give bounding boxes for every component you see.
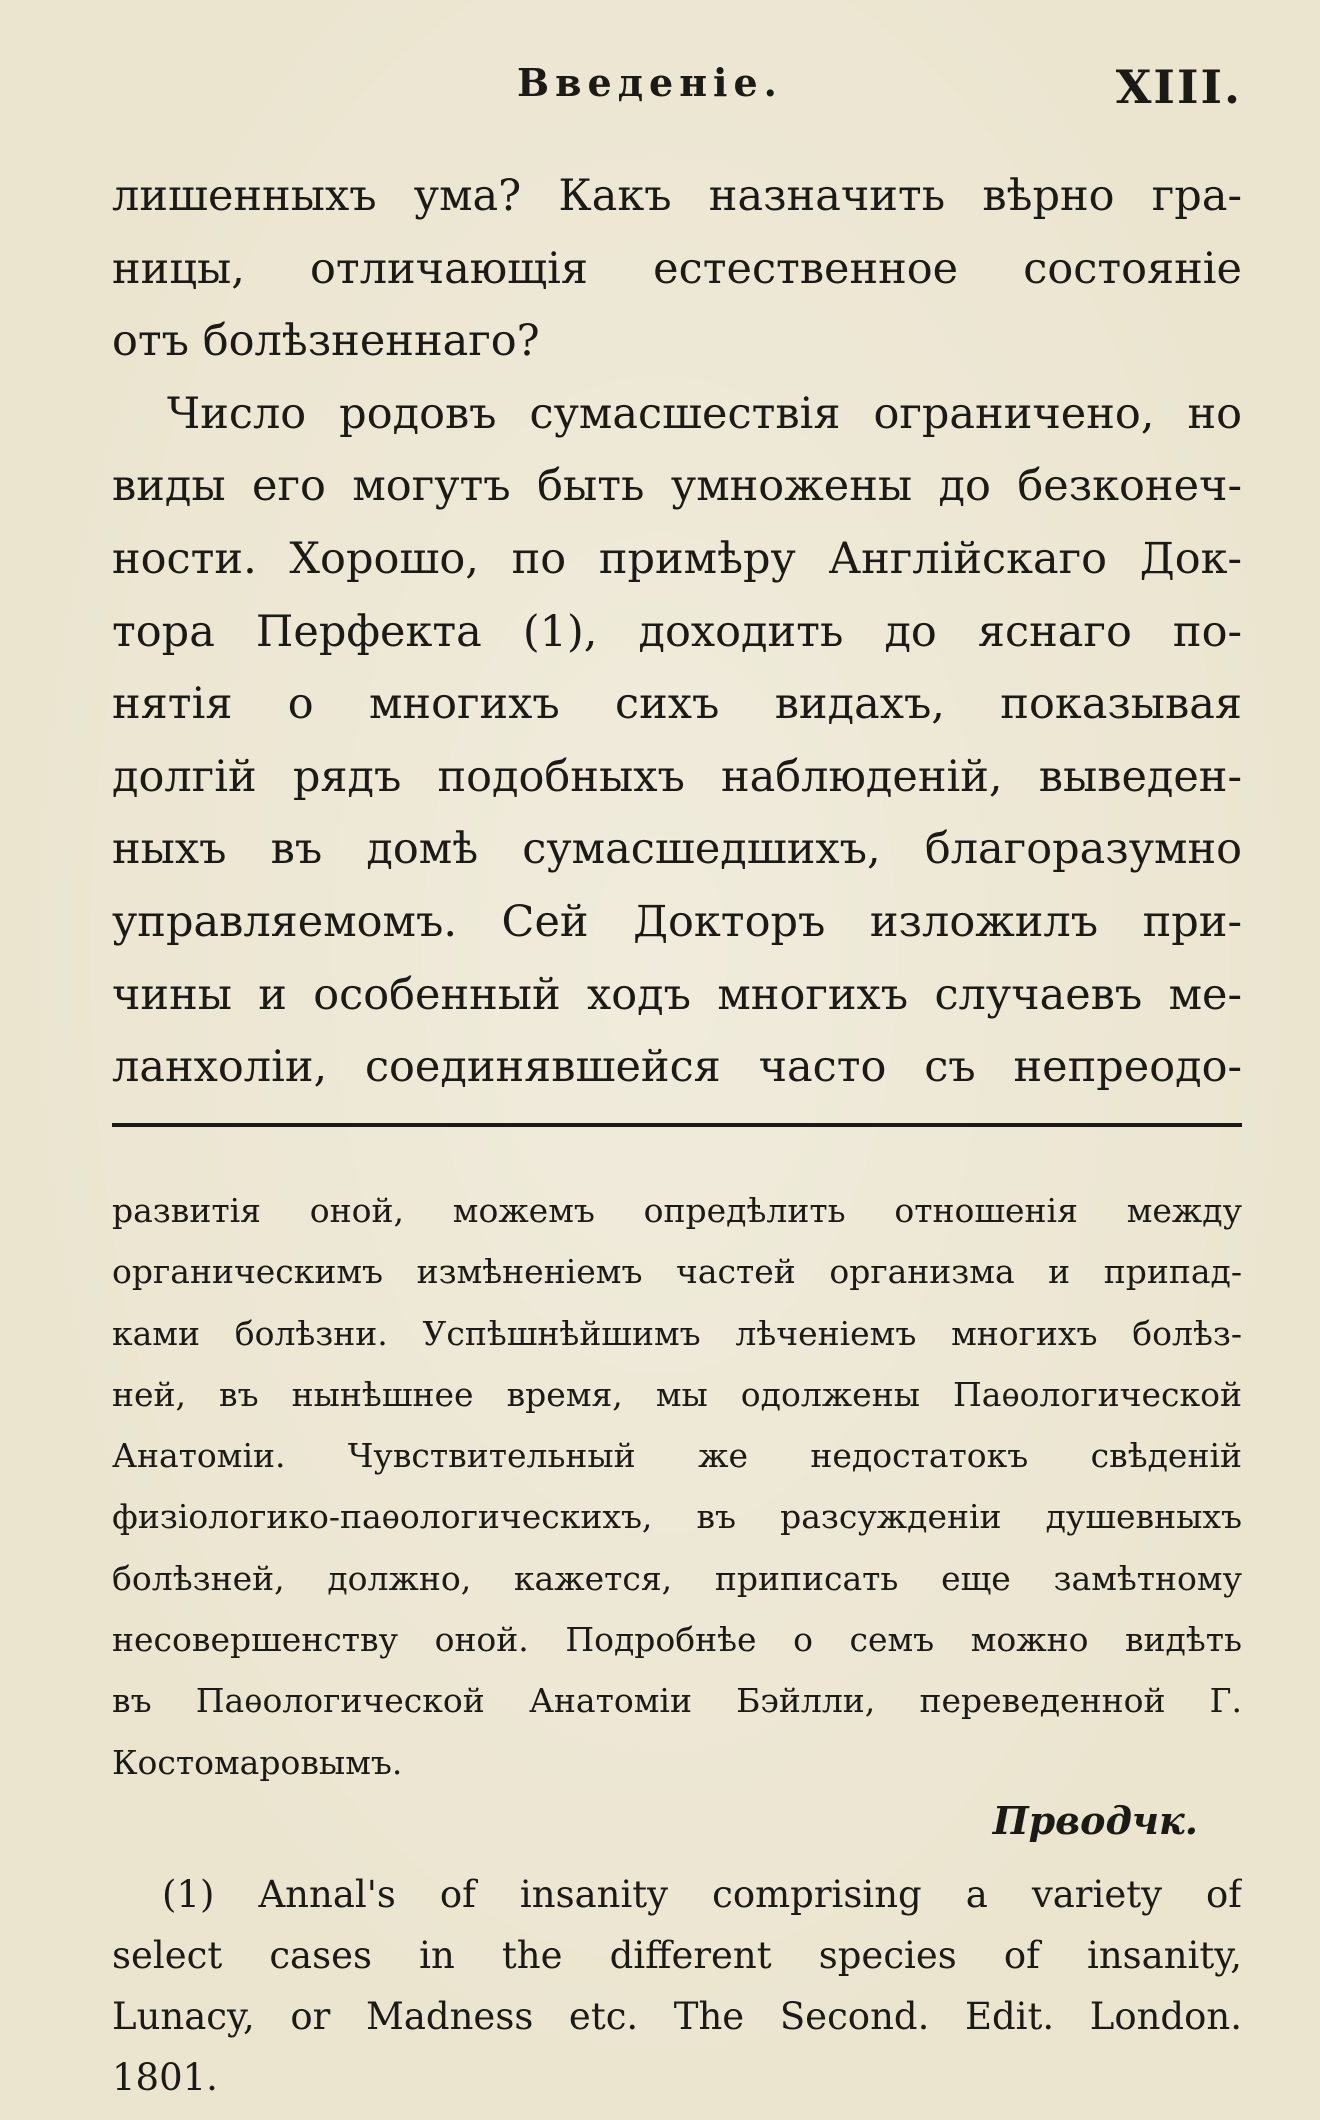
text-line: виды его могутъ быть умножены до безконеч- <box>112 461 1242 512</box>
footnote-divider <box>112 1123 1242 1127</box>
translator-signature: Прводчк. <box>992 1798 1198 1843</box>
running-title: Введенiе. <box>517 60 783 105</box>
footnote-line: несовершенству оной. Подробнѣе о семъ можно видѣть <box>112 1620 1242 1660</box>
reference-note <box>112 1864 1242 2108</box>
footnote-line: въ Паѳологической Анатомiи Бэйлли, переведенной Г. <box>112 1681 1242 1721</box>
reference-line: (1) Annal's of insanity comprising a variety of <box>162 1873 1242 1916</box>
reference-line: Lunacy, or Madness etc. The Second. Edit. London. <box>112 1995 1242 2038</box>
text-line: ницы, отличающiя естественное состоянiе <box>112 243 1242 294</box>
text-line: нятiя о многихъ сихъ видахъ, показывая <box>112 679 1242 730</box>
reference-line: select cases in the different species of insanity, <box>112 1934 1242 1977</box>
text-line: отъ болѣзненнаго? <box>112 316 540 367</box>
main-text <box>112 160 1242 1104</box>
text-line: лишенныхъ ума? Какъ назначить вѣрно гра- <box>112 171 1242 221</box>
text-line: ности. Хорошо, по примѣру Англiйскаго Док- <box>112 533 1242 584</box>
footnote-line: Анатомiи. Чувствительный же недостатокъ свѣденiй <box>112 1436 1242 1476</box>
text-line: тора Перфекта (1), доходить до яснаго по- <box>112 606 1242 657</box>
reference-line: 1801. <box>112 2056 218 2099</box>
footnote-line: развитiя оной, можемъ опредѣлить отношенiя между <box>112 1191 1242 1230</box>
footnote-line: физiологико-паѳологическихъ, въ разсужденiи душевныхъ <box>112 1497 1242 1537</box>
footnote-line: органическимъ измѣненiемъ частей организма и припад- <box>112 1252 1242 1292</box>
text-line: ныхъ въ домѣ сумасшедшихъ, благоразумно <box>112 824 1242 875</box>
page-header <box>112 60 1242 120</box>
page-number: XIII. <box>1115 60 1242 114</box>
text-line: долгiй рядъ подобныхъ наблюденiй, выведен- <box>112 751 1242 802</box>
text-line: Число родовъ сумасшествiя ограничено, но <box>167 388 1242 439</box>
footnote-line: ками болѣзни. Успѣшнѣйшимъ лѣченiемъ многихъ болѣз- <box>112 1313 1242 1353</box>
text-line: управляемомъ. Сей Докторъ изложилъ при- <box>112 896 1242 947</box>
footnote-text <box>112 1180 1242 1793</box>
footnote-line: болѣзней, должно, кажется, приписать еще замѣтному <box>112 1558 1242 1598</box>
text-line: ланхолiи, соединявшейся часто съ непреодо- <box>112 1042 1242 1093</box>
footnote-line: Костомаровымъ. <box>112 1742 403 1782</box>
footnote-line: ней, въ нынѣшнее время, мы одолжены Паѳологической <box>112 1374 1242 1414</box>
text-line: чины и особенный ходъ многихъ случаевъ ме- <box>112 969 1242 1020</box>
